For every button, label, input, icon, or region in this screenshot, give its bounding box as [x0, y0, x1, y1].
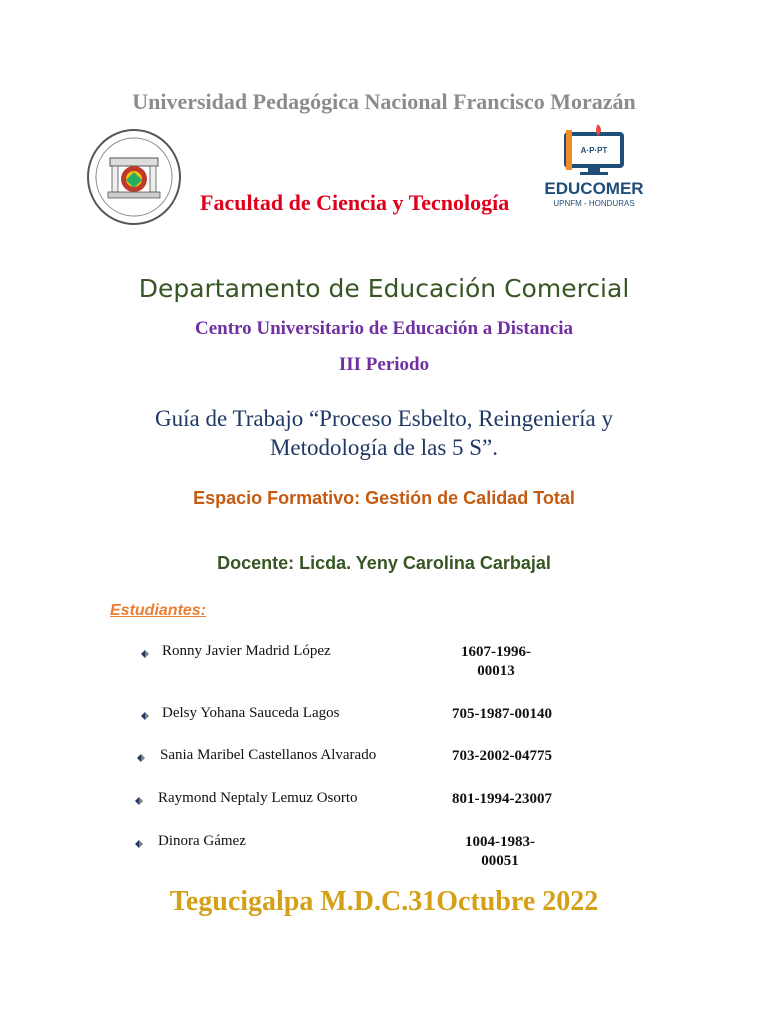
student-name: Delsy Yohana Sauceda Lagos — [162, 705, 340, 721]
university-name: Universidad Pedagógica Nacional Francisco Morazán — [132, 89, 636, 114]
arrow-bullet-icon — [140, 711, 150, 721]
arrow-bullet-icon — [136, 753, 146, 763]
guide-title: Guía de Trabajo “Proceso Esbelto, Reingeniería y Metodología de las 5 S”. — [155, 406, 613, 460]
student-id: 705-1987-00140 — [452, 706, 552, 722]
course-title: Espacio Formativo: Gestión de Calidad Total — [193, 488, 575, 508]
city-date-footer: Tegucigalpa M.D.C.31Octubre 2022 — [169, 886, 599, 917]
university-seal-logo — [86, 128, 182, 226]
arrow-bullet-icon — [134, 839, 144, 849]
faculty-title: Facultad de Ciencia y Tecnología — [200, 190, 510, 215]
period-label: III Periodo — [338, 354, 430, 375]
logo-sub-text: UPNFM - HONDURAS — [553, 199, 635, 208]
student-id: 703-2002-04775 — [452, 748, 552, 764]
student-id: 1607-1996-00013 — [461, 644, 531, 679]
department-title: Departamento de Educación Comercial — [138, 274, 630, 303]
teacher-name: Docente: Licda. Yeny Carolina Carbajal — [217, 553, 551, 573]
student-id: 1004-1983-00051 — [465, 834, 535, 869]
arrow-bullet-icon — [134, 796, 144, 806]
logo-brand-text: EDUCOMER — [544, 179, 644, 198]
center-title: Centro Universitario de Educación a Distancia — [194, 318, 574, 339]
students-label: Estudiantes: — [110, 602, 207, 619]
arrow-bullet-icon — [140, 649, 150, 659]
student-name: Raymond Neptaly Lemuz Osorto — [158, 790, 358, 806]
student-id: 801-1994-23007 — [452, 791, 552, 807]
student-name: Ronny Javier Madrid López — [162, 643, 331, 659]
student-name: Sania Maribel Castellanos Alvarado — [160, 747, 377, 763]
student-name: Dinora Gámez — [158, 833, 246, 849]
logo-screen-text: A·P·PT — [580, 146, 608, 155]
